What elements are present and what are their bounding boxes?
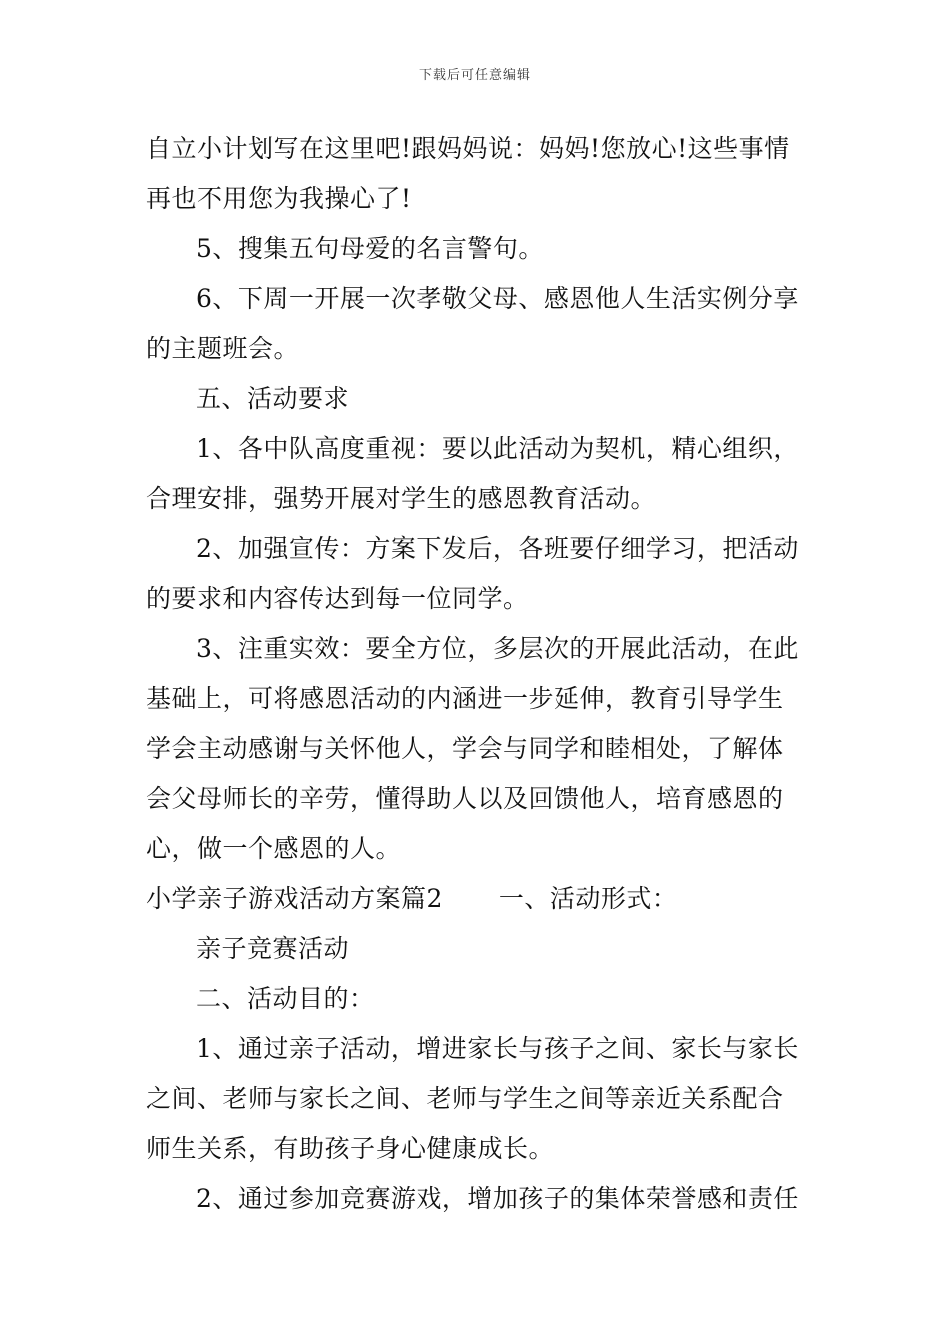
paragraph-line: 6、下周一开展一次孝敬父母、感恩他人生活实例分享 xyxy=(196,284,799,313)
paragraph-line: 学会主动感谢与关怀他人，学会与同学和睦相处，了解体 xyxy=(146,734,784,763)
paragraph-line: 合理安排，强势开展对学生的感恩教育活动。 xyxy=(146,484,657,513)
paragraph-line: 再也不用您为我操心了! xyxy=(146,184,412,213)
paragraph-line: 1、通过亲子活动，增进家长与孩子之间、家长与家长 xyxy=(196,1034,799,1063)
paragraph-line: 2、加强宣传：方案下发后，各班要仔细学习，把活动 xyxy=(196,534,799,563)
section-heading: 二、活动目的： xyxy=(196,984,375,1013)
paragraph-line: 的要求和内容传达到每一位同学。 xyxy=(146,584,529,613)
article-title: 小学亲子游戏活动方案篇2 xyxy=(146,884,443,913)
paragraph-line: 3、注重实效：要全方位，多层次的开展此活动，在此 xyxy=(196,634,799,663)
paragraph-line: 自立小计划写在这里吧!跟妈妈说：妈妈!您放心!这些事情 xyxy=(146,134,790,163)
paragraph-line: 基础上，可将感恩活动的内涵进一步延伸，教育引导学生 xyxy=(146,684,784,713)
paragraph-line: 1、各中队高度重视：要以此活动为契机，精心组织， xyxy=(196,434,799,463)
paragraph-line: 会父母师长的辛劳，懂得助人以及回馈他人，培育感恩的 xyxy=(146,784,784,813)
document-body xyxy=(146,124,810,1224)
section-heading: 五、活动要求 xyxy=(196,384,350,413)
paragraph-line: 亲子竞赛活动 xyxy=(196,934,350,963)
paragraph-line: 师生关系，有助孩子身心健康成长。 xyxy=(146,1134,555,1163)
paragraph-line: 5、搜集五句母爱的名言警句。 xyxy=(196,234,544,263)
paragraph-line: 的主题班会。 xyxy=(146,334,300,363)
paragraph-line: 之间、老师与家长之间、老师与学生之间等亲近关系配合 xyxy=(146,1084,784,1113)
article-title-line xyxy=(146,874,810,924)
section-heading: 一、活动形式： xyxy=(498,884,678,913)
paragraph-line: 2、通过参加竞赛游戏，增加孩子的集体荣誉感和责任 xyxy=(196,1184,799,1213)
page-header-note: 下载后可任意编辑 xyxy=(418,68,531,83)
paragraph-line: 心，做一个感恩的人。 xyxy=(146,834,402,863)
